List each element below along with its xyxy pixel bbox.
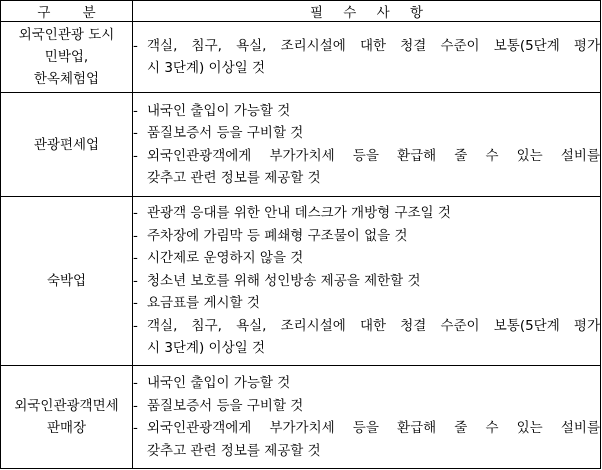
bullet-dash: - xyxy=(133,420,138,437)
bullet-dash: - xyxy=(133,375,138,392)
table-row xyxy=(1,22,601,93)
category-line: 관광편세업 xyxy=(33,136,100,153)
bullet-dash: - xyxy=(133,147,138,164)
requirement-item: - 주차장에 가림막 등 폐쇄형 구조물이 없을 것 xyxy=(133,225,600,248)
bullet-dash: - xyxy=(133,37,138,54)
header-category: 구 분 xyxy=(1,1,133,22)
requirement-item: - 객실, 침구, 욕실, 조리시설에 대한 청결 수준이 보통(5단계 평가 시 3단계) 이상일 것 xyxy=(133,315,600,360)
bullet-dash: - xyxy=(133,317,138,334)
requirement-cell xyxy=(133,197,601,366)
table-row xyxy=(1,366,601,469)
requirement-cell xyxy=(133,22,601,93)
requirement-item: - 객실, 침구, 욕실, 조리시설에 대한 청결 수준이 보통(5단계 평가 시 3단계) 이상일 것 xyxy=(133,35,600,80)
bullet-dash: - xyxy=(133,102,138,119)
table-header-row xyxy=(1,1,601,22)
bullet-dash: - xyxy=(133,295,138,312)
requirement-item: - 품질보증서 등을 구비할 것 xyxy=(133,122,600,145)
category-line: 숙박업 xyxy=(46,273,87,290)
category-line: 판매장 xyxy=(46,420,87,437)
bullet-dash: - xyxy=(133,397,138,414)
category-cell xyxy=(1,93,133,197)
bullet-dash: - xyxy=(133,205,138,222)
header-requirement: 필 수 사 항 xyxy=(133,1,601,22)
requirement-item: - 관광객 응대를 위한 안내 데스크가 개방형 구조일 것 xyxy=(133,202,600,225)
category-cell xyxy=(1,22,133,93)
table-row xyxy=(1,197,601,366)
requirement-item: - 시간제로 운영하지 않을 것 xyxy=(133,247,600,270)
requirement-item: - 외국인관광객에게 부가가치세 등을 환급해 줄 수 있는 설비를 갖추고 관련 정보를 제공할 것 xyxy=(133,417,600,462)
bullet-dash: - xyxy=(133,227,138,244)
requirement-item: - 내국인 출입이 가능할 것 xyxy=(133,372,600,395)
requirement-cell xyxy=(133,366,601,469)
requirement-item: - 내국인 출입이 가능할 것 xyxy=(133,100,600,123)
category-line: 외국인관광객면세 xyxy=(14,398,119,415)
bullet-dash: - xyxy=(133,125,138,142)
category-line: 한옥체험업 xyxy=(33,71,100,88)
bullet-dash: - xyxy=(133,250,138,267)
category-cell xyxy=(1,197,133,366)
requirement-item: - 품질보증서 등을 구비할 것 xyxy=(133,395,600,418)
requirement-item: - 외국인관광객에게 부가가치세 등을 환급해 줄 수 있는 설비를 갖추고 관련 정보를 제공할 것 xyxy=(133,145,600,190)
requirement-item: - 청소년 보호를 위해 성인방송 제공을 제한할 것 xyxy=(133,270,600,293)
table-row xyxy=(1,93,601,197)
category-line: 민박업, xyxy=(44,49,89,66)
requirement-item: - 요금표를 게시할 것 xyxy=(133,292,600,315)
category-cell xyxy=(1,366,133,469)
bullet-dash: - xyxy=(133,272,138,289)
category-line: 외국인관광 도시 xyxy=(18,27,115,44)
requirement-cell xyxy=(133,93,601,197)
